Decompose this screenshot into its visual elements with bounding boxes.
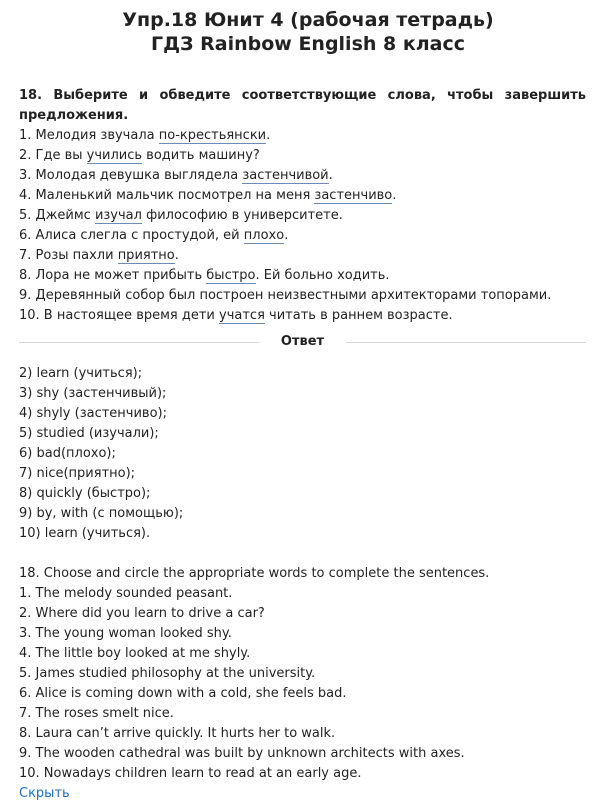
ru-sentence [19, 186, 586, 206]
russian-sentences [19, 126, 586, 326]
underlined-word: застенчиво [314, 188, 393, 203]
underlined-word: изучал [94, 208, 142, 223]
hide-link[interactable]: Скрыть [19, 786, 70, 801]
sentence-text: 6. Алиса слегла с простудой, ей [19, 228, 244, 243]
answer-item: 5) studied (изучали); [19, 426, 159, 441]
en-sentence: 3. The young woman looked shy. [19, 626, 232, 641]
page-title [0, 8, 616, 56]
underlined-word: приятно [117, 248, 175, 263]
ru-sentence [19, 126, 586, 146]
exercise-content [19, 86, 586, 804]
divider-line-left [19, 342, 259, 343]
en-sentence: 10. Nowadays children learn to read at an early age. [19, 766, 362, 781]
underlined-word: по-крестьянски [158, 128, 267, 143]
underlined-word: плохо [243, 228, 285, 243]
en-sentence: 4. The little boy looked at me shyly. [19, 646, 251, 661]
task-heading-ru: 18. Выберите и обведите соответствующие слова, чтобы завершить [19, 88, 586, 103]
sentence-text: 1. Мелодия звучала [19, 128, 159, 143]
answer-item: 2) learn (учиться); [19, 366, 143, 381]
task-heading-ru-end: предложения. [19, 108, 129, 123]
underlined-word: учились [86, 148, 143, 163]
sentence-text: . [266, 128, 271, 143]
divider-line-right [346, 342, 586, 343]
ru-sentence [19, 226, 586, 246]
answer-item: 9) by, with (с помощью); [19, 506, 184, 521]
sentence-text: 4. Маленький мальчик посмотрел на меня [19, 188, 315, 203]
answer-label: Ответ [280, 334, 325, 349]
en-sentence: 5. James studied philosophy at the university. [19, 666, 316, 681]
underlined-word: застенчивой [242, 168, 329, 183]
title-line-1: Упр.18 Юнит 4 (рабочая тетрадь) [122, 9, 494, 31]
answer-divider [19, 332, 586, 352]
sentence-text: 7. Розы пахли [19, 248, 118, 263]
sentence-text: 9. Деревянный собор был построен неизвестными архитекторами топорами. [19, 288, 552, 303]
sentence-text: читать в раннем возрасте. [264, 308, 453, 323]
sentence-text: 10. В настоящее время дети [19, 308, 220, 323]
spacer [19, 544, 586, 564]
en-sentence: 2. Where did you learn to drive a car? [19, 606, 265, 621]
en-sentence: 7. The roses smelt nice. [19, 706, 174, 721]
ru-sentence [19, 146, 586, 166]
en-sentence: 9. The wooden cathedral was built by unknown architects with axes. [19, 746, 465, 761]
sentence-text: водить машину? [142, 148, 260, 163]
ru-sentence [19, 246, 586, 266]
answer-item: 8) quickly (быстро); [19, 486, 151, 501]
answer-item: 7) nice(приятно); [19, 466, 136, 481]
task-heading-en: 18. Choose and circle the appropriate words to complete the sentences. [19, 566, 490, 581]
answer-item: 10) learn (учиться). [19, 526, 151, 541]
sentence-text: . [174, 248, 179, 263]
ru-sentence [19, 206, 586, 226]
sentence-text: . [328, 168, 333, 183]
sentence-text: 2. Где вы [19, 148, 87, 163]
answer-item: 3) shy (застенчивый); [19, 386, 167, 401]
sentence-text: 3. Молодая девушка выглядела [19, 168, 243, 183]
en-sentence: 6. Alice is coming down with a cold, she feels bad. [19, 686, 347, 701]
ru-sentence [19, 266, 586, 286]
sentence-text: 5. Джеймс [19, 208, 95, 223]
sentence-text: . Ей больно ходить. [255, 268, 390, 283]
sentence-text: философию в университете. [141, 208, 343, 223]
underlined-word: учатся [219, 308, 265, 323]
ru-sentence [19, 166, 586, 186]
title-line-2: ГДЗ Rainbow English 8 класс [150, 33, 466, 55]
answer-list [19, 364, 586, 544]
answer-item: 6) bad(плохо); [19, 446, 116, 461]
sentence-text: . [284, 228, 289, 243]
answer-item: 4) shyly (застенчиво); [19, 406, 167, 421]
en-sentence: 8. Laura can’t arrive quickly. It hurts her to walk. [19, 726, 336, 741]
sentence-text: 8. Лора не может прибыть [19, 268, 207, 283]
en-sentence: 1. The melody sounded peasant. [19, 586, 233, 601]
underlined-word: быстро [206, 268, 256, 283]
ru-sentence [19, 306, 586, 326]
sentence-text: . [392, 188, 397, 203]
ru-sentence [19, 286, 586, 306]
english-sentences [19, 584, 586, 784]
